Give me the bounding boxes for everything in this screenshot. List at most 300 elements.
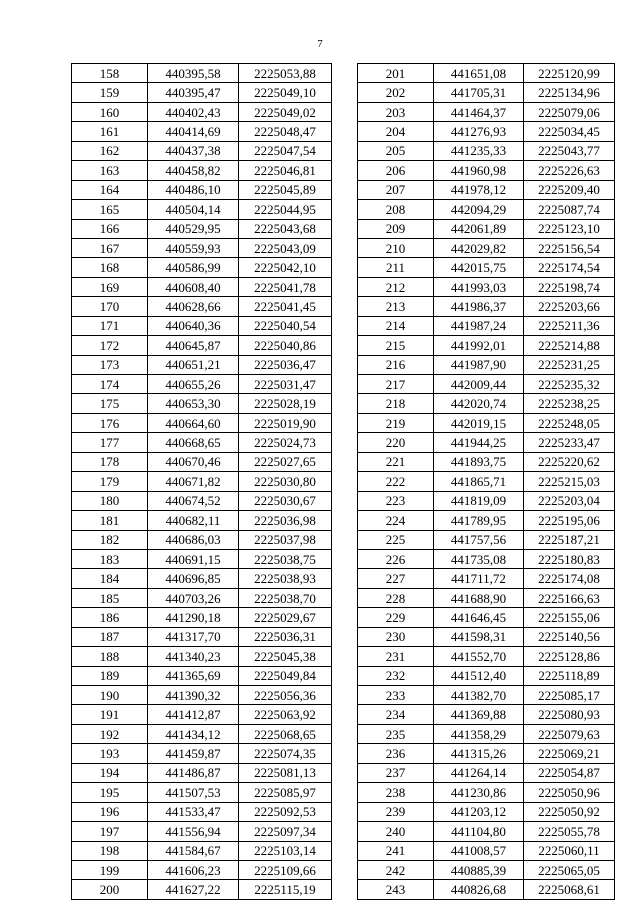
table-row [358, 413, 615, 432]
point-number-cell: 187 [72, 627, 148, 646]
table-row [72, 588, 332, 607]
table-row [358, 472, 615, 491]
y-coordinate-cell: 2225028,19 [239, 394, 332, 413]
point-number-cell: 188 [72, 647, 148, 666]
y-coordinate-cell: 2225231,25 [524, 355, 615, 374]
x-coordinate-cell: 442094,29 [434, 200, 524, 219]
point-number-cell: 184 [72, 569, 148, 588]
y-coordinate-cell: 2225045,89 [239, 180, 332, 199]
point-number-cell: 240 [358, 822, 434, 841]
point-number-cell: 218 [358, 394, 434, 413]
point-number-cell: 171 [72, 316, 148, 335]
x-coordinate-cell: 440691,15 [148, 549, 239, 568]
table-row [72, 394, 332, 413]
table-row [358, 141, 615, 160]
point-number-cell: 208 [358, 200, 434, 219]
point-number-cell: 204 [358, 122, 434, 141]
y-coordinate-cell: 2225069,21 [524, 744, 615, 763]
table-row [358, 433, 615, 452]
table-row [72, 647, 332, 666]
point-number-cell: 172 [72, 336, 148, 355]
y-coordinate-cell: 2225103,14 [239, 841, 332, 860]
x-coordinate-cell: 441382,70 [434, 686, 524, 705]
y-coordinate-cell: 2225037,98 [239, 530, 332, 549]
point-number-cell: 221 [358, 452, 434, 471]
table-row [72, 452, 332, 471]
table-row [72, 355, 332, 374]
table-row [358, 763, 615, 782]
y-coordinate-cell: 2225053,88 [239, 64, 332, 83]
point-number-cell: 206 [358, 161, 434, 180]
point-number-cell: 211 [358, 258, 434, 277]
table-row [72, 783, 332, 802]
x-coordinate-cell: 441819,09 [434, 491, 524, 510]
x-coordinate-cell: 441434,12 [148, 724, 239, 743]
x-coordinate-cell: 440670,46 [148, 452, 239, 471]
x-coordinate-cell: 441735,08 [434, 549, 524, 568]
y-coordinate-cell: 2225042,10 [239, 258, 332, 277]
point-number-cell: 202 [358, 83, 434, 102]
point-number-cell: 220 [358, 433, 434, 452]
point-number-cell: 168 [72, 258, 148, 277]
x-coordinate-cell: 441512,40 [434, 666, 524, 685]
point-number-cell: 163 [72, 161, 148, 180]
table-row [72, 200, 332, 219]
x-coordinate-cell: 441390,32 [148, 686, 239, 705]
y-coordinate-cell: 2225043,68 [239, 219, 332, 238]
point-number-cell: 178 [72, 452, 148, 471]
point-number-cell: 233 [358, 686, 434, 705]
y-coordinate-cell: 2225074,35 [239, 744, 332, 763]
y-coordinate-cell: 2225038,70 [239, 588, 332, 607]
y-coordinate-cell: 2225056,36 [239, 686, 332, 705]
y-coordinate-cell: 2225031,47 [239, 375, 332, 394]
x-coordinate-cell: 440645,87 [148, 336, 239, 355]
table-row [72, 180, 332, 199]
table-row [72, 627, 332, 646]
x-coordinate-cell: 441993,03 [434, 277, 524, 296]
y-coordinate-cell: 2225097,34 [239, 822, 332, 841]
table-row [358, 316, 615, 335]
x-coordinate-cell: 441651,08 [434, 64, 524, 83]
y-coordinate-cell: 2225233,47 [524, 433, 615, 452]
table-row [72, 822, 332, 841]
y-coordinate-cell: 2225034,45 [524, 122, 615, 141]
x-coordinate-cell: 441235,33 [434, 141, 524, 160]
point-number-cell: 176 [72, 413, 148, 432]
point-number-cell: 186 [72, 608, 148, 627]
point-number-cell: 160 [72, 102, 148, 121]
y-coordinate-cell: 2225120,99 [524, 64, 615, 83]
x-coordinate-cell: 442020,74 [434, 394, 524, 413]
point-number-cell: 205 [358, 141, 434, 160]
point-number-cell: 219 [358, 413, 434, 432]
point-number-cell: 203 [358, 102, 434, 121]
table-row [72, 161, 332, 180]
table-row [72, 472, 332, 491]
y-coordinate-cell: 2225238,25 [524, 394, 615, 413]
x-coordinate-cell: 441264,14 [434, 763, 524, 782]
y-coordinate-cell: 2225044,95 [239, 200, 332, 219]
x-coordinate-cell: 440628,66 [148, 297, 239, 316]
y-coordinate-cell: 2225060,11 [524, 841, 615, 860]
x-coordinate-cell: 441992,01 [434, 336, 524, 355]
y-coordinate-cell: 2225036,31 [239, 627, 332, 646]
table-row [72, 258, 332, 277]
table-row [72, 122, 332, 141]
x-coordinate-cell: 441464,37 [434, 102, 524, 121]
x-coordinate-cell: 441203,12 [434, 802, 524, 821]
x-coordinate-cell: 440651,21 [148, 355, 239, 374]
x-coordinate-cell: 440682,11 [148, 511, 239, 530]
y-coordinate-cell: 2225115,19 [239, 880, 332, 899]
x-coordinate-cell: 441789,95 [434, 511, 524, 530]
x-coordinate-cell: 441459,87 [148, 744, 239, 763]
table-row [72, 666, 332, 685]
table-row [72, 102, 332, 121]
point-number-cell: 239 [358, 802, 434, 821]
y-coordinate-cell: 2225109,66 [239, 860, 332, 879]
table-row [358, 161, 615, 180]
coordinates-table-left [71, 63, 332, 900]
table-row [358, 588, 615, 607]
x-coordinate-cell: 441893,75 [434, 452, 524, 471]
point-number-cell: 237 [358, 763, 434, 782]
x-coordinate-cell: 441104,80 [434, 822, 524, 841]
table-row [72, 511, 332, 530]
table-row [358, 355, 615, 374]
x-coordinate-cell: 441317,70 [148, 627, 239, 646]
point-number-cell: 209 [358, 219, 434, 238]
y-coordinate-cell: 2225049,02 [239, 102, 332, 121]
point-number-cell: 231 [358, 647, 434, 666]
table-row [358, 297, 615, 316]
x-coordinate-cell: 440826,68 [434, 880, 524, 899]
y-coordinate-cell: 2225211,36 [524, 316, 615, 335]
point-number-cell: 167 [72, 238, 148, 257]
table-row [72, 841, 332, 860]
y-coordinate-cell: 2225027,65 [239, 452, 332, 471]
y-coordinate-cell: 2225019,90 [239, 413, 332, 432]
table-row [358, 666, 615, 685]
point-number-cell: 224 [358, 511, 434, 530]
point-number-cell: 182 [72, 530, 148, 549]
point-number-cell: 223 [358, 491, 434, 510]
table-row [72, 219, 332, 238]
table-row [358, 569, 615, 588]
point-number-cell: 222 [358, 472, 434, 491]
table-row [358, 724, 615, 743]
table-row [358, 200, 615, 219]
y-coordinate-cell: 2225050,96 [524, 783, 615, 802]
table-row [358, 744, 615, 763]
table-row [358, 180, 615, 199]
x-coordinate-cell: 441369,88 [434, 705, 524, 724]
point-number-cell: 181 [72, 511, 148, 530]
y-coordinate-cell: 2225166,63 [524, 588, 615, 607]
point-number-cell: 225 [358, 530, 434, 549]
point-number-cell: 232 [358, 666, 434, 685]
y-coordinate-cell: 2225209,40 [524, 180, 615, 199]
table-row [72, 880, 332, 899]
x-coordinate-cell: 440696,85 [148, 569, 239, 588]
table-row [72, 724, 332, 743]
point-number-cell: 166 [72, 219, 148, 238]
point-number-cell: 196 [72, 802, 148, 821]
x-coordinate-cell: 440395,58 [148, 64, 239, 83]
y-coordinate-cell: 2225024,73 [239, 433, 332, 452]
point-number-cell: 235 [358, 724, 434, 743]
x-coordinate-cell: 441987,90 [434, 355, 524, 374]
x-coordinate-cell: 440664,60 [148, 413, 239, 432]
table-row [72, 530, 332, 549]
x-coordinate-cell: 440586,99 [148, 258, 239, 277]
y-coordinate-cell: 2225123,10 [524, 219, 615, 238]
x-coordinate-cell: 441412,87 [148, 705, 239, 724]
table-row [72, 705, 332, 724]
y-coordinate-cell: 2225040,86 [239, 336, 332, 355]
table-row [358, 452, 615, 471]
y-coordinate-cell: 2225068,65 [239, 724, 332, 743]
x-coordinate-cell: 440640,36 [148, 316, 239, 335]
point-number-cell: 192 [72, 724, 148, 743]
point-number-cell: 173 [72, 355, 148, 374]
table-row [72, 141, 332, 160]
point-number-cell: 177 [72, 433, 148, 452]
point-number-cell: 207 [358, 180, 434, 199]
x-coordinate-cell: 441865,71 [434, 472, 524, 491]
y-coordinate-cell: 2225235,32 [524, 375, 615, 394]
point-number-cell: 234 [358, 705, 434, 724]
table-row [72, 569, 332, 588]
table-row [358, 238, 615, 257]
point-number-cell: 198 [72, 841, 148, 860]
table-row [358, 102, 615, 121]
x-coordinate-cell: 442029,82 [434, 238, 524, 257]
y-coordinate-cell: 2225203,04 [524, 491, 615, 510]
y-coordinate-cell: 2225043,09 [239, 238, 332, 257]
y-coordinate-cell: 2225079,63 [524, 724, 615, 743]
y-coordinate-cell: 2225063,92 [239, 705, 332, 724]
point-number-cell: 164 [72, 180, 148, 199]
table-row [358, 705, 615, 724]
x-coordinate-cell: 441705,31 [434, 83, 524, 102]
point-number-cell: 190 [72, 686, 148, 705]
y-coordinate-cell: 2225038,75 [239, 549, 332, 568]
table-row [72, 433, 332, 452]
x-coordinate-cell: 441507,53 [148, 783, 239, 802]
x-coordinate-cell: 440529,95 [148, 219, 239, 238]
point-number-cell: 241 [358, 841, 434, 860]
y-coordinate-cell: 2225043,77 [524, 141, 615, 160]
point-number-cell: 159 [72, 83, 148, 102]
table-row [72, 375, 332, 394]
point-number-cell: 215 [358, 336, 434, 355]
x-coordinate-cell: 441552,70 [434, 647, 524, 666]
point-number-cell: 189 [72, 666, 148, 685]
x-coordinate-cell: 441340,23 [148, 647, 239, 666]
y-coordinate-cell: 2225187,21 [524, 530, 615, 549]
table-row [358, 375, 615, 394]
table-row [358, 860, 615, 879]
point-number-cell: 200 [72, 880, 148, 899]
x-coordinate-cell: 441688,90 [434, 588, 524, 607]
y-coordinate-cell: 2225215,03 [524, 472, 615, 491]
x-coordinate-cell: 441276,93 [434, 122, 524, 141]
x-coordinate-cell: 441230,86 [434, 783, 524, 802]
y-coordinate-cell: 2225195,06 [524, 511, 615, 530]
x-coordinate-cell: 440885,39 [434, 860, 524, 879]
y-coordinate-cell: 2225041,45 [239, 297, 332, 316]
x-coordinate-cell: 440653,30 [148, 394, 239, 413]
x-coordinate-cell: 440559,93 [148, 238, 239, 257]
point-number-cell: 183 [72, 549, 148, 568]
y-coordinate-cell: 2225029,67 [239, 608, 332, 627]
point-number-cell: 191 [72, 705, 148, 724]
table-row [358, 122, 615, 141]
x-coordinate-cell: 441646,45 [434, 608, 524, 627]
x-coordinate-cell: 441987,24 [434, 316, 524, 335]
y-coordinate-cell: 2225048,47 [239, 122, 332, 141]
point-number-cell: 213 [358, 297, 434, 316]
table-row [358, 83, 615, 102]
y-coordinate-cell: 2225087,74 [524, 200, 615, 219]
x-coordinate-cell: 441978,12 [434, 180, 524, 199]
point-number-cell: 161 [72, 122, 148, 141]
y-coordinate-cell: 2225156,54 [524, 238, 615, 257]
y-coordinate-cell: 2225047,54 [239, 141, 332, 160]
y-coordinate-cell: 2225055,78 [524, 822, 615, 841]
y-coordinate-cell: 2225174,54 [524, 258, 615, 277]
table-row [358, 783, 615, 802]
table-row [358, 277, 615, 296]
point-number-cell: 242 [358, 860, 434, 879]
table-row [72, 686, 332, 705]
table-row [72, 336, 332, 355]
y-coordinate-cell: 2225155,06 [524, 608, 615, 627]
table-row [358, 686, 615, 705]
table-row [72, 277, 332, 296]
table-row [358, 219, 615, 238]
x-coordinate-cell: 441008,57 [434, 841, 524, 860]
point-number-cell: 185 [72, 588, 148, 607]
x-coordinate-cell: 441486,87 [148, 763, 239, 782]
table-row [72, 763, 332, 782]
y-coordinate-cell: 2225080,93 [524, 705, 615, 724]
x-coordinate-cell: 440608,40 [148, 277, 239, 296]
x-coordinate-cell: 440437,38 [148, 141, 239, 160]
table-row [358, 394, 615, 413]
point-number-cell: 197 [72, 822, 148, 841]
y-coordinate-cell: 2225081,13 [239, 763, 332, 782]
point-number-cell: 169 [72, 277, 148, 296]
point-number-cell: 179 [72, 472, 148, 491]
table-row [358, 880, 615, 899]
y-coordinate-cell: 2225030,80 [239, 472, 332, 491]
x-coordinate-cell: 440686,03 [148, 530, 239, 549]
table-row [358, 647, 615, 666]
y-coordinate-cell: 2225203,66 [524, 297, 615, 316]
table-row [358, 608, 615, 627]
y-coordinate-cell: 2225079,06 [524, 102, 615, 121]
point-number-cell: 236 [358, 744, 434, 763]
y-coordinate-cell: 2225046,81 [239, 161, 332, 180]
y-coordinate-cell: 2225085,97 [239, 783, 332, 802]
y-coordinate-cell: 2225038,93 [239, 569, 332, 588]
table-row [72, 413, 332, 432]
y-coordinate-cell: 2225041,78 [239, 277, 332, 296]
point-number-cell: 201 [358, 64, 434, 83]
point-number-cell: 193 [72, 744, 148, 763]
point-number-cell: 165 [72, 200, 148, 219]
x-coordinate-cell: 441757,56 [434, 530, 524, 549]
point-number-cell: 216 [358, 355, 434, 374]
table-row [358, 802, 615, 821]
table-row [358, 627, 615, 646]
y-coordinate-cell: 2225085,17 [524, 686, 615, 705]
y-coordinate-cell: 2225065,05 [524, 860, 615, 879]
x-coordinate-cell: 442061,89 [434, 219, 524, 238]
table-row [72, 238, 332, 257]
table-row [358, 258, 615, 277]
y-coordinate-cell: 2225036,98 [239, 511, 332, 530]
point-number-cell: 227 [358, 569, 434, 588]
x-coordinate-cell: 440671,82 [148, 472, 239, 491]
table-row [72, 802, 332, 821]
point-number-cell: 229 [358, 608, 434, 627]
y-coordinate-cell: 2225226,63 [524, 161, 615, 180]
table-row [358, 336, 615, 355]
point-number-cell: 180 [72, 491, 148, 510]
table-row [72, 297, 332, 316]
x-coordinate-cell: 441556,94 [148, 822, 239, 841]
y-coordinate-cell: 2225050,92 [524, 802, 615, 821]
coordinates-table-right [357, 63, 615, 900]
point-number-cell: 214 [358, 316, 434, 335]
x-coordinate-cell: 442019,15 [434, 413, 524, 432]
x-coordinate-cell: 441584,67 [148, 841, 239, 860]
point-number-cell: 175 [72, 394, 148, 413]
y-coordinate-cell: 2225045,38 [239, 647, 332, 666]
point-number-cell: 170 [72, 297, 148, 316]
x-coordinate-cell: 441358,29 [434, 724, 524, 743]
x-coordinate-cell: 441606,23 [148, 860, 239, 879]
point-number-cell: 162 [72, 141, 148, 160]
x-coordinate-cell: 441960,98 [434, 161, 524, 180]
x-coordinate-cell: 440414,69 [148, 122, 239, 141]
x-coordinate-cell: 440504,14 [148, 200, 239, 219]
x-coordinate-cell: 440395,47 [148, 83, 239, 102]
y-coordinate-cell: 2225198,74 [524, 277, 615, 296]
x-coordinate-cell: 441986,37 [434, 297, 524, 316]
table-row [72, 744, 332, 763]
y-coordinate-cell: 2225092,53 [239, 802, 332, 821]
x-coordinate-cell: 440486,10 [148, 180, 239, 199]
y-coordinate-cell: 2225140,56 [524, 627, 615, 646]
point-number-cell: 230 [358, 627, 434, 646]
y-coordinate-cell: 2225040,54 [239, 316, 332, 335]
x-coordinate-cell: 441944,25 [434, 433, 524, 452]
table-row [72, 491, 332, 510]
point-number-cell: 194 [72, 763, 148, 782]
y-coordinate-cell: 2225036,47 [239, 355, 332, 374]
y-coordinate-cell: 2225068,61 [524, 880, 615, 899]
table-row [72, 64, 332, 83]
x-coordinate-cell: 441365,69 [148, 666, 239, 685]
x-coordinate-cell: 440655,26 [148, 375, 239, 394]
point-number-cell: 238 [358, 783, 434, 802]
y-coordinate-cell: 2225049,10 [239, 83, 332, 102]
